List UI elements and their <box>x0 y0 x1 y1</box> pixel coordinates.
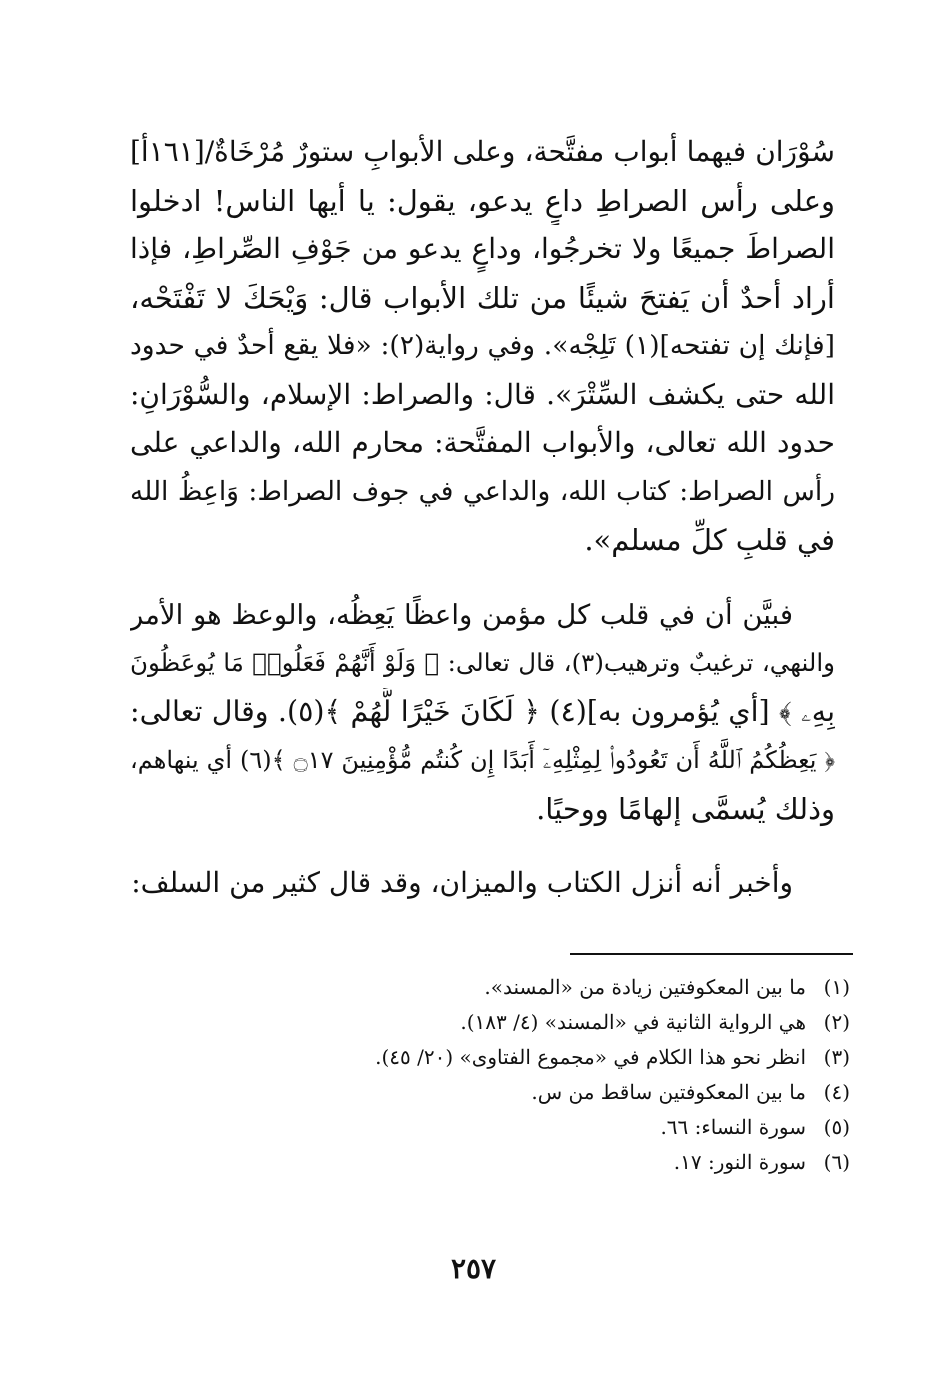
paragraph-2 <box>130 591 835 834</box>
paragraph-gap <box>130 833 835 859</box>
main-text <box>130 128 835 908</box>
footnote-number: (٦) <box>823 1150 850 1174</box>
text-line: فبيَّن أن في قلب كل مؤمن واعظًا يَعِظُه، والوعظ هو الأمر <box>130 598 793 631</box>
text-line: [فإنك إن تفتحه](١) تَلِجْه». وفي رواية(٢): «فلا يقع أحدٌ في حدود <box>130 330 835 361</box>
text-line: وذلك يُسمَّى إلهامًا ووحيًا. <box>536 791 835 826</box>
text-line: حدود الله تعالى، والأبواب المفتَّحة: محارم الله، والداعي على <box>130 426 835 459</box>
text-line: والنهي، ترغيبٌ وترهيب(٣)، قال تعالى: ﴿ وَلَوْ أَنَّهُمْ فَعَلُوا۟ مَا يُوعَظُونَ <box>130 648 835 677</box>
text-line: وعلى رأس الصراطِ داعٍ يدعو، يقول: يا أيها الناس! ادخلوا <box>130 183 835 218</box>
footnote-text: سورة النور: ١٧. <box>673 1150 806 1174</box>
footnote-separator <box>570 953 853 955</box>
text-line: الصراطَ جميعًا ولا تخرجُوا، وداعٍ يدعو من جَوْفِ الصِّراطِ، فإذا <box>130 232 835 265</box>
footnote-number: (٣) <box>823 1045 850 1069</box>
footnote-text: ما بين المعكوفتين ساقط من س. <box>531 1080 806 1104</box>
paragraph-3 <box>130 859 835 908</box>
text-line: أراد أحدٌ أن يَفتحَ شيئًا من تلك الأبواب قال: وَيْحَكَ لا تَفْتَحْه، <box>130 280 835 315</box>
footnotes <box>250 970 850 1180</box>
text-line: ﴿ يَعِظُكُمُ ٱللَّهُ أَن تَعُودُوا۟ لِمِثْلِهِۦٓ أَبَدًا إِن كُنتُم مُّؤْمِنِينَ ۝١٧ ﴾(٦) أي ينهاهم، <box>130 746 835 774</box>
text-line: سُوْرَان فيهما أبواب مفتَّحة، وعلى الأبوابِ ستورٌ مُرْخَاةٌ/[١٦١أ] <box>130 135 835 168</box>
footnote-item <box>250 1005 850 1040</box>
text-line: في قلبِ كلِّ مسلم». <box>584 523 835 557</box>
footnote-number: (٢) <box>823 1010 850 1034</box>
text-line: بِهِۦ ﴾ [أي يُؤمرون به](٤) ﴿ لَكَانَ خَيْرًا لَّهُمْ ﴾(٥). وقال تعالى: <box>130 694 835 728</box>
footnote-item <box>250 1075 850 1110</box>
footnote-item <box>250 1040 850 1075</box>
footnote-text: سورة النساء: ٦٦. <box>660 1115 806 1139</box>
footnote-number: (٤) <box>823 1080 850 1104</box>
text-line: وأخبر أنه أنزل الكتاب والميزان، وقد قال كثير من السلف: <box>131 866 793 899</box>
text-line: الله حتى يكشف السِّتْرَ». قال: والصراط: الإسلام، والسُّوْرَانِ: <box>130 377 835 411</box>
footnote-text: ما بين المعكوفتين زيادة من «المسند». <box>484 975 806 999</box>
footnote-item <box>250 1110 850 1145</box>
footnote-text: انظر نحو هذا الكلام في «مجموع الفتاوى» (٢٠/ ٤٥). <box>375 1045 806 1069</box>
footnote-number: (٥) <box>823 1115 850 1139</box>
footnote-item <box>250 970 850 1005</box>
footnote-number: (١) <box>823 975 850 999</box>
footnote-item <box>250 1145 850 1180</box>
paragraph-gap <box>130 565 835 591</box>
footnote-text: هي الرواية الثانية في «المسند» (٤/ ١٨٣). <box>460 1010 806 1034</box>
text-line: رأس الصراط: كتاب الله، والداعي في جوف الصراط: وَاعِظُ الله <box>130 475 835 507</box>
page-number: ٢٥٧ <box>450 1252 497 1285</box>
paragraph-1 <box>130 128 835 565</box>
